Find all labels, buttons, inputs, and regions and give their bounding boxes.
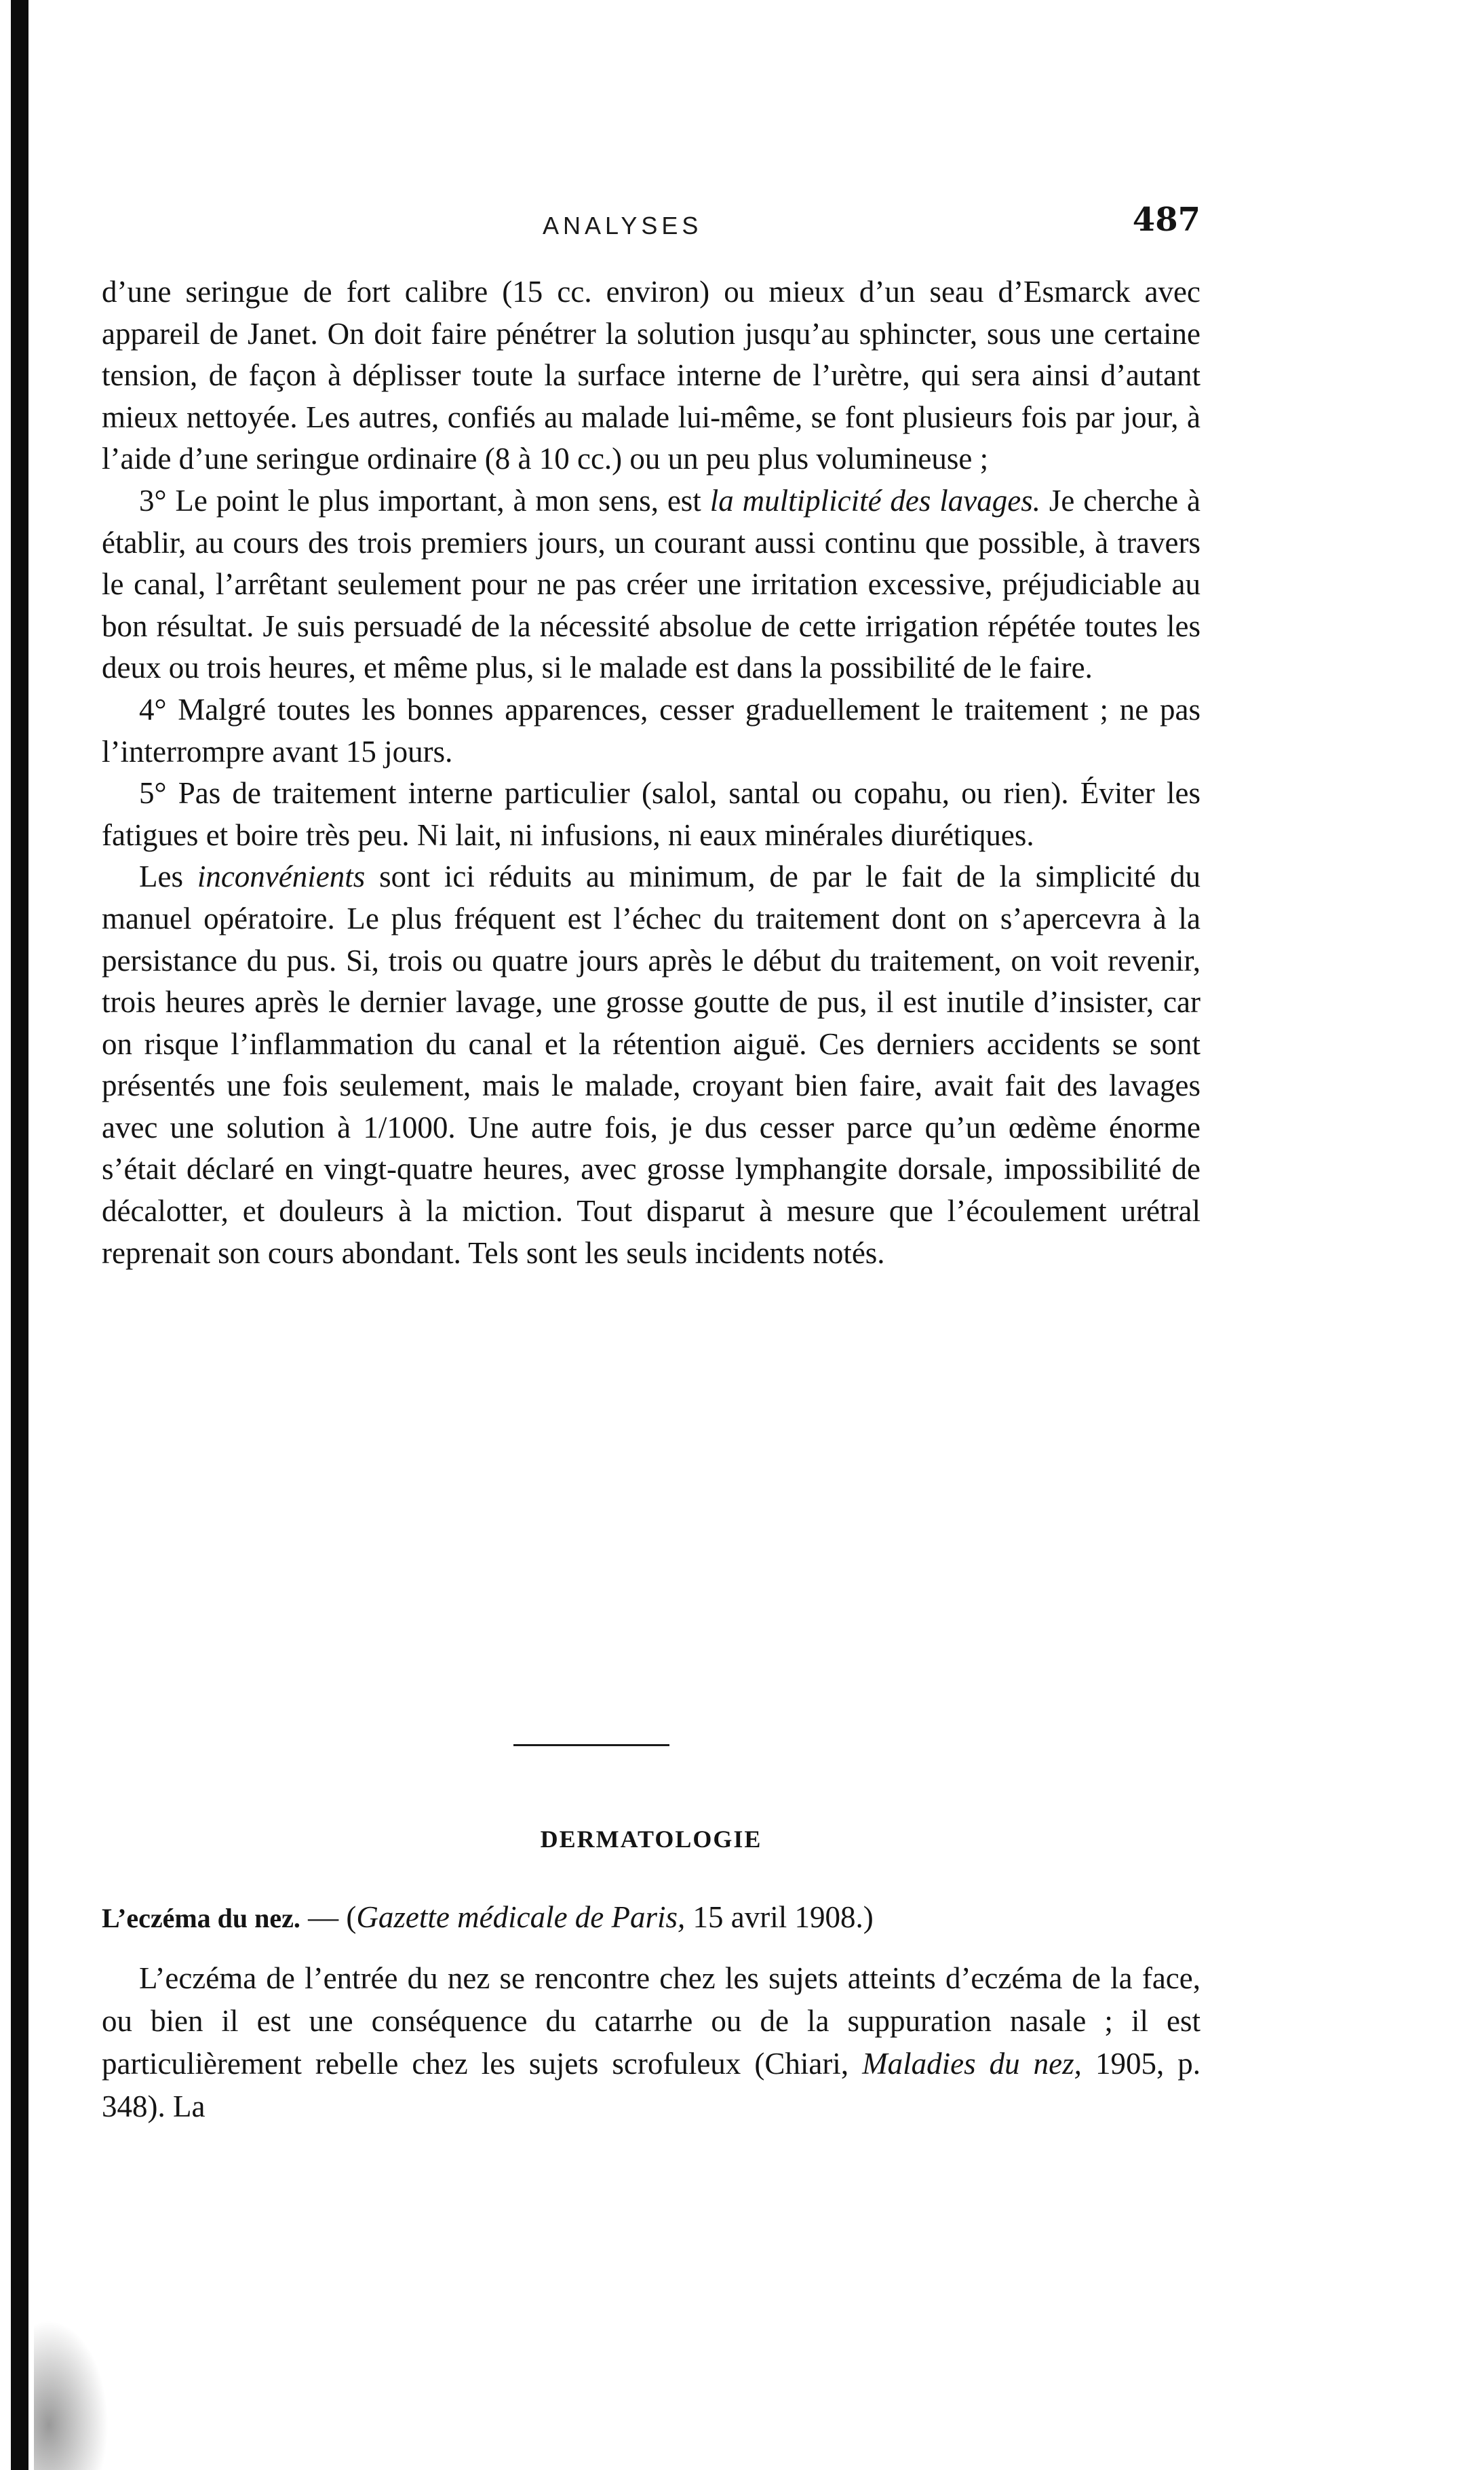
section-heading: DERMATOLOGIE (540, 1826, 762, 1853)
article-dash: — (300, 1900, 347, 1934)
article-title: L’eczéma du nez. (102, 1903, 300, 1933)
paragraph (102, 271, 1200, 480)
article-body-emphasis: Maladies du nez, (862, 2047, 1082, 2081)
article-body (102, 1957, 1200, 2128)
paragraph (102, 480, 1200, 689)
paragraph-emphasis: la multiplicité des lavages. (709, 483, 1041, 518)
running-head: ANALYSES (543, 212, 703, 239)
paragraph-emphasis: inconvénients (197, 860, 366, 894)
paragraph-text: Je cherche à établir, au cours des trois premiers jours, un courant aussi continu que possible, à travers le canal, l’arrêtant seulement pour ne pas créer une irritation excessive, préjudiciable au bon résultat. Je suis persuadé de la nécessité absolue de cette irrigation répétée toutes les deux ou trois heures, et même plus, si le malade est dans la possibilité de le faire. (102, 483, 1200, 685)
article-body-text: L’eczéma de l’entrée du nez se rencontre chez les sujets atteints d’eczéma de la face, ou bien il est une conséquence du catarrhe ou de la suppuration nasale ; il est particulièrement rebelle chez les sujets scrofuleux (Chiari, (102, 1961, 1200, 2081)
paragraph-text: 5° Pas de traitement interne particulier (salol, santal ou copahu, ou rien). Éviter les fatigues et boire très peu. Ni lait, ni infusions, ni eaux minérales diurétiques. (102, 776, 1200, 852)
body-text (102, 271, 1200, 1274)
paragraph (102, 689, 1200, 773)
paragraph-text: d’une seringue de fort calibre (15 cc. environ) ou mieux d’un seau d’Esmarck avec appareil de Janet. On doit faire pénétrer la solution jusqu’au sphincter, sous une certaine tension, de façon à déplisser toute la surface interne de l’urètre, qui sera ainsi d’autant mieux nettoyée. Les autres, confiés au malade lui-même, se font plusieurs fois par jour, à l’aide d’une seringue ordinaire (8 à 10 cc.) ou un peu plus volumineuse ; (102, 275, 1200, 476)
source-open-paren: ( (346, 1900, 357, 1934)
paragraph (102, 773, 1200, 856)
paragraph-text: 4° Malgré toutes les bonnes apparences, cesser graduellement le traitement ; ne pas l’interrompre avant 15 jours. (102, 692, 1200, 769)
article-date: 15 avril 1908.) (685, 1900, 874, 1934)
page-header (102, 198, 1200, 252)
binding-edge (11, 0, 28, 2470)
paragraph-text: Les (139, 860, 197, 894)
paragraph-text: 3° Le point le plus important, à mon sens, est (139, 483, 710, 518)
scan-smudge (34, 2320, 109, 2470)
paragraph (102, 856, 1200, 1274)
section-divider (513, 1744, 669, 1746)
page-number: 487 (1132, 201, 1200, 239)
paragraph-text: sont ici réduits au minimum, de par le fait de la simplicité du manuel opératoire. Le plus fréquent est l’échec du traitement dont on s’apercevra à la persistance du pus. Si, trois ou quatre jours après le début du traitement, on voit revenir, trois heures après le dernier lavage, une grosse goutte de pus, il est inutile d’insister, car on risque l’inflammation du canal et la rétention aiguë. Ces derniers accidents se sont présentés une fois seulement, mais le malade, croyant bien faire, avait fait des lavages avec une solution à 1/1000. Une autre fois, je dus cesser parce qu’un œdème énorme s’était déclaré en vingt-quatre heures, avec grosse lymphangite dorsale, impossibilité de décalotter, et douleurs à la miction. Tout disparut à mesure que l’écoulement urétral reprenait son cours abondant. Tels sont les seuls incidents notés. (102, 860, 1200, 1270)
article-body-text: 1905, p. 348). La (102, 2047, 1200, 2123)
article-reference (102, 1899, 1200, 1935)
article-source: Gazette médicale de Paris, (356, 1900, 686, 1934)
